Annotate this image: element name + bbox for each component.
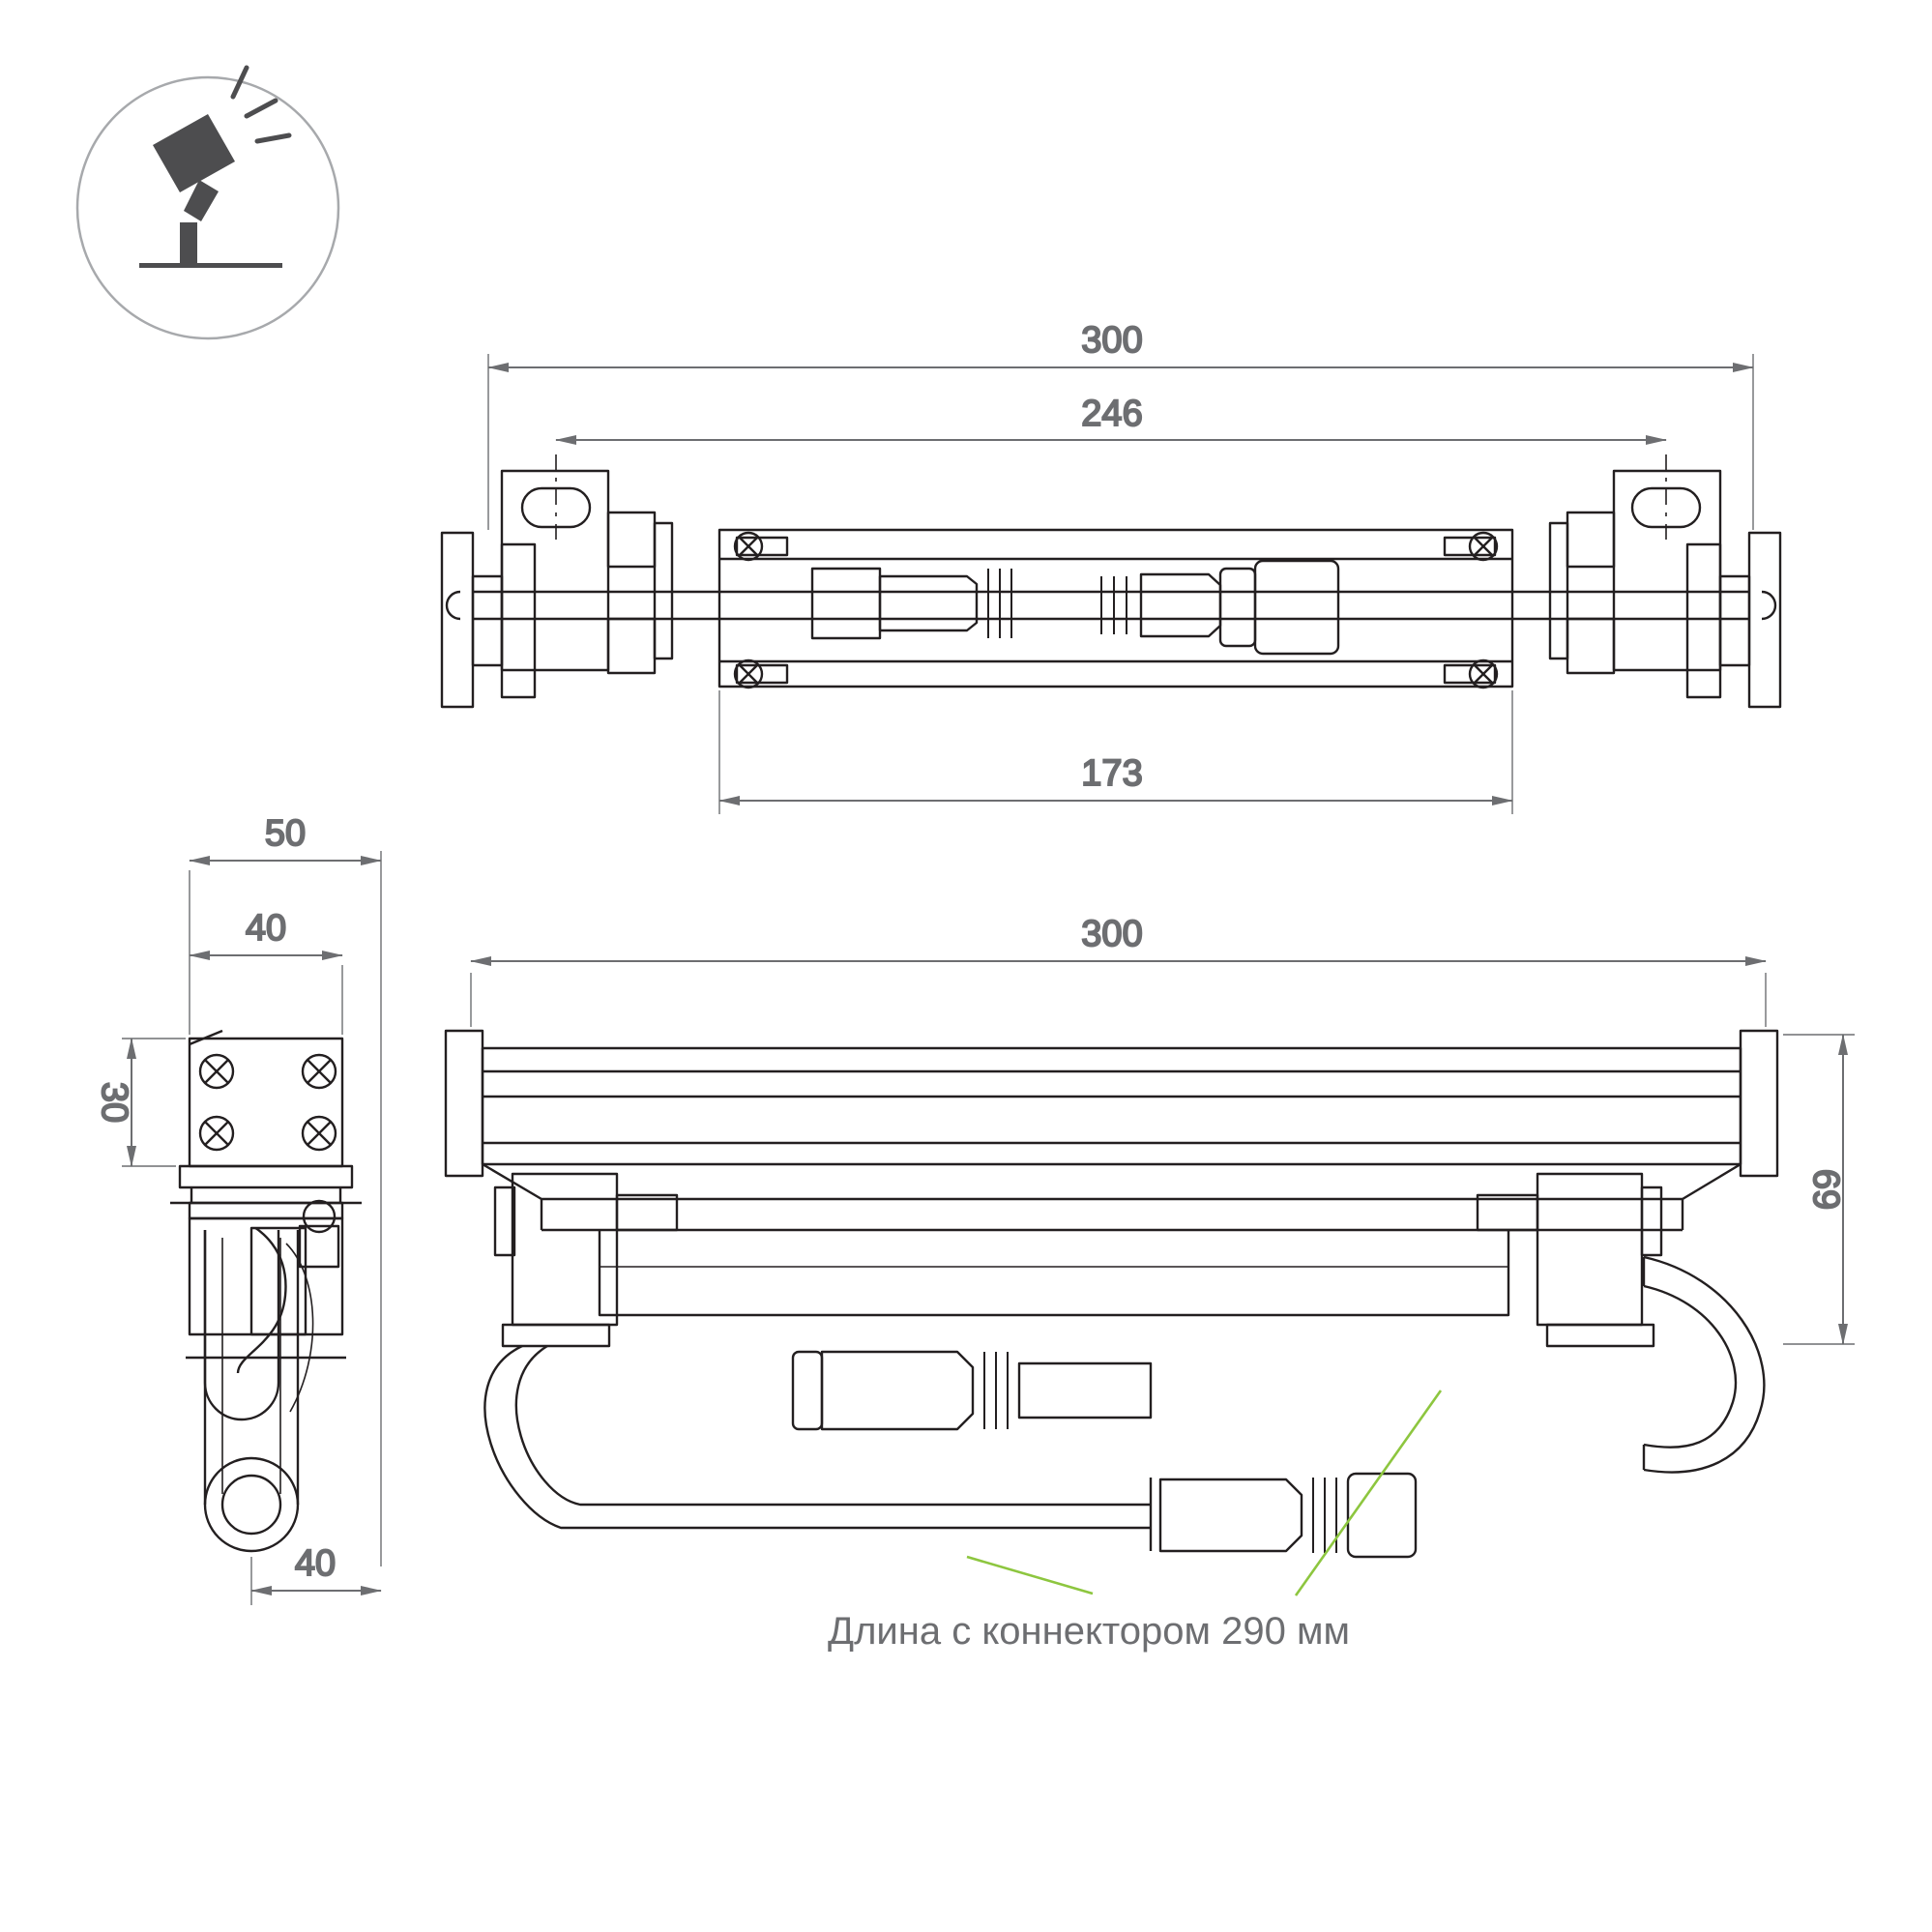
top-view-dimensions xyxy=(488,320,1753,814)
dim-side-300: 300 xyxy=(1081,914,1143,954)
dim-end-40-top: 40 xyxy=(245,908,287,949)
dim-end-50: 50 xyxy=(264,813,307,854)
dim-top-173: 173 xyxy=(1081,753,1143,794)
dim-top-300: 300 xyxy=(1081,320,1143,361)
product-type-badge xyxy=(77,68,338,338)
end-view-dimensions xyxy=(94,813,381,1605)
dim-end-30: 30 xyxy=(94,1081,134,1124)
top-view-drawing xyxy=(442,454,1780,707)
connector-length-note: Длина с коннектором 290 мм xyxy=(828,1610,1350,1653)
side-view-drawing xyxy=(446,1031,1777,1557)
side-view-dimensions xyxy=(471,914,1855,1344)
ground-spike-floodlight-icon xyxy=(139,68,289,268)
dim-side-69: 69 xyxy=(1805,1168,1846,1211)
dim-top-246: 246 xyxy=(1081,394,1143,434)
dim-end-40-bottom: 40 xyxy=(294,1543,337,1584)
connector-note-leader xyxy=(967,1390,1441,1595)
end-view-drawing xyxy=(170,1031,362,1551)
